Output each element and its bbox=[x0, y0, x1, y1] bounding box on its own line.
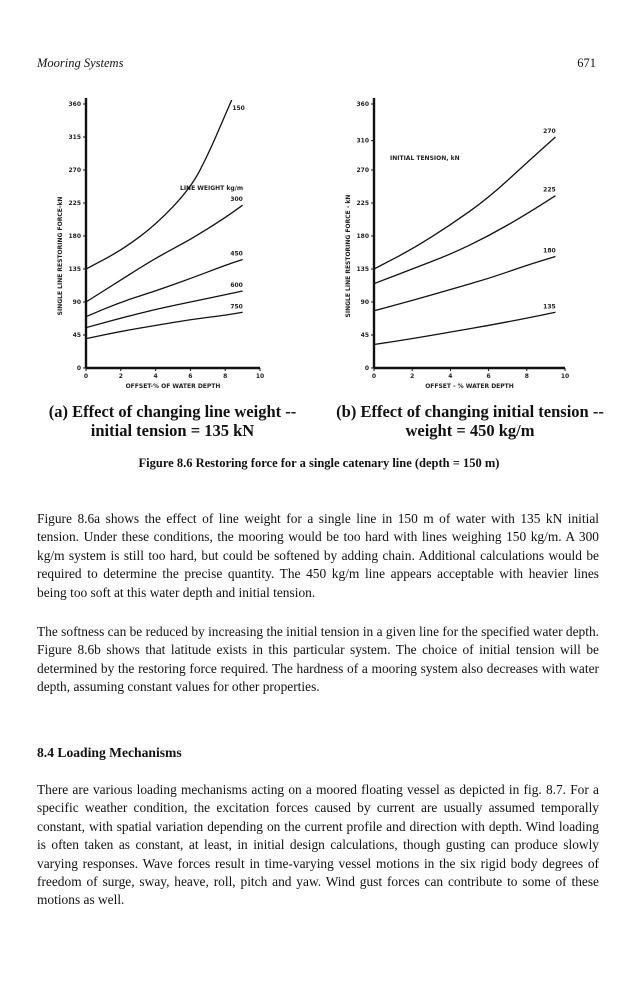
series-label: 150 bbox=[232, 105, 245, 112]
paragraph: There are various loading mechanisms acting on a moored floating vessel as depicted in fig. 8.7. For a specific weather condition, the excitation forces caused by current are usually assumed temporally constant, with spatial variation depending on the current profile and direction with depth. Wind loading is often taken as constant, at least, in initial design calculations, though gusting can produce slowly varying responses. Wave forces result in time-varying vessel motions in the six rigid body degrees of freedom of surge, sway, heave, roll, pitch and yaw. Wind gust forces can contribute to some of these motions as well. bbox=[37, 782, 599, 908]
y-tick-label: 270 bbox=[68, 167, 81, 174]
subcaption-a-subtitle: initial tension = 135 kN bbox=[90, 421, 255, 440]
chart-initial-tension bbox=[340, 96, 602, 401]
series-label: 750 bbox=[230, 303, 243, 311]
series-line bbox=[86, 75, 243, 269]
x-tick-label: 2 bbox=[118, 373, 123, 380]
series-line bbox=[374, 312, 555, 344]
x-tick-label: 6 bbox=[188, 373, 193, 380]
paragraph: The softness can be reduced by increasing the initial tension in a given line for the specified water depth. Figure 8.6b shows that latitude exists in this particular system. The choice of initial tension will be determined by the restoring force required. The hardness of a mooring system also decreases with water depth, assuming constant values for other properties. bbox=[37, 624, 599, 695]
x-tick-label: 4 bbox=[448, 373, 453, 380]
subcaption-a bbox=[30, 402, 315, 440]
y-tick-label: 90 bbox=[360, 299, 369, 306]
series-label: 600 bbox=[230, 282, 243, 289]
y-tick-label: 180 bbox=[356, 233, 369, 240]
series-line bbox=[86, 312, 243, 338]
y-tick-label: 315 bbox=[68, 134, 81, 141]
chart-annotation: INITIAL TENSION, kN bbox=[390, 155, 460, 162]
series-line bbox=[86, 291, 243, 328]
y-tick-label: 360 bbox=[356, 101, 369, 108]
paragraph: Figure 8.6a shows the effect of line weight for a single line in 150 m of water with 135 kN initial tension. Under these conditions, the mooring would be too hard with lines weighing 150 kg/m. A 300 kg/m system is still too hard, but could be softened by adding chain. Additional calculations would be required to determine the precise quantity. The 450 kg/m line appears acceptable with heavier lines being too soft at this water depth and initial tension. bbox=[37, 511, 599, 600]
series-label: 450 bbox=[230, 250, 243, 258]
y-axis-label: SINGLE LINE RESTORING FORCE-kN bbox=[57, 196, 64, 316]
chart-line-weight bbox=[50, 96, 300, 401]
y-tick-label: 180 bbox=[68, 233, 81, 240]
y-tick-label: 135 bbox=[68, 266, 81, 273]
y-tick-label: 45 bbox=[360, 332, 369, 339]
y-tick-label: 360 bbox=[68, 101, 81, 108]
running-head: Mooring Systems bbox=[37, 56, 124, 70]
subcaption-b bbox=[320, 402, 620, 440]
x-axis-label: OFFSET - % WATER DEPTH bbox=[425, 383, 514, 390]
chart-a-svg bbox=[50, 96, 300, 401]
chart-b-svg bbox=[340, 96, 602, 401]
page-number: 671 bbox=[577, 56, 596, 70]
subcaption-b-title: (b) Effect of changing initial tension -- bbox=[336, 402, 604, 421]
y-tick-label: 0 bbox=[76, 365, 81, 372]
series-label: 270 bbox=[543, 128, 556, 135]
y-tick-label: 310 bbox=[356, 137, 369, 145]
chart-annotation: LINE WEIGHT kg/m bbox=[180, 185, 244, 192]
subcaption-b-subtitle: weight = 450 kg/m bbox=[405, 421, 535, 440]
y-tick-label: 135 bbox=[356, 266, 369, 273]
series-label: 180 bbox=[543, 247, 556, 255]
y-tick-label: 90 bbox=[72, 299, 81, 306]
series-line bbox=[374, 196, 555, 284]
x-tick-label: 2 bbox=[410, 373, 415, 380]
x-tick-label: 10 bbox=[255, 373, 265, 380]
y-tick-label: 45 bbox=[72, 332, 81, 339]
x-tick-label: 0 bbox=[83, 373, 89, 380]
x-tick-label: 6 bbox=[486, 373, 491, 380]
series-line bbox=[374, 257, 555, 311]
x-axis-label: OFFSET-% OF WATER DEPTH bbox=[125, 383, 221, 390]
subcaption-a-title: (a) Effect of changing line weight -- bbox=[48, 402, 297, 421]
y-tick-label: 0 bbox=[364, 365, 369, 372]
series-label: 225 bbox=[543, 186, 556, 194]
x-tick-label: 4 bbox=[153, 373, 158, 380]
y-tick-label: 270 bbox=[356, 167, 369, 174]
figure-caption: Figure 8.6 Restoring force for a single catenary line (depth = 150 m) bbox=[138, 456, 500, 470]
y-tick-label: 225 bbox=[68, 200, 81, 207]
y-tick-label: 225 bbox=[356, 200, 369, 207]
x-tick-label: 0 bbox=[371, 373, 377, 380]
series-label: 300 bbox=[230, 196, 243, 204]
section-heading: 8.4 Loading Mechanisms bbox=[37, 745, 182, 760]
y-axis-label: SINGLE LINE RESTORING FORCE - kN bbox=[345, 194, 352, 318]
x-tick-label: 8 bbox=[524, 373, 529, 380]
series-label: 135 bbox=[543, 303, 556, 311]
x-tick-label: 8 bbox=[223, 373, 228, 380]
x-tick-label: 10 bbox=[560, 373, 570, 380]
